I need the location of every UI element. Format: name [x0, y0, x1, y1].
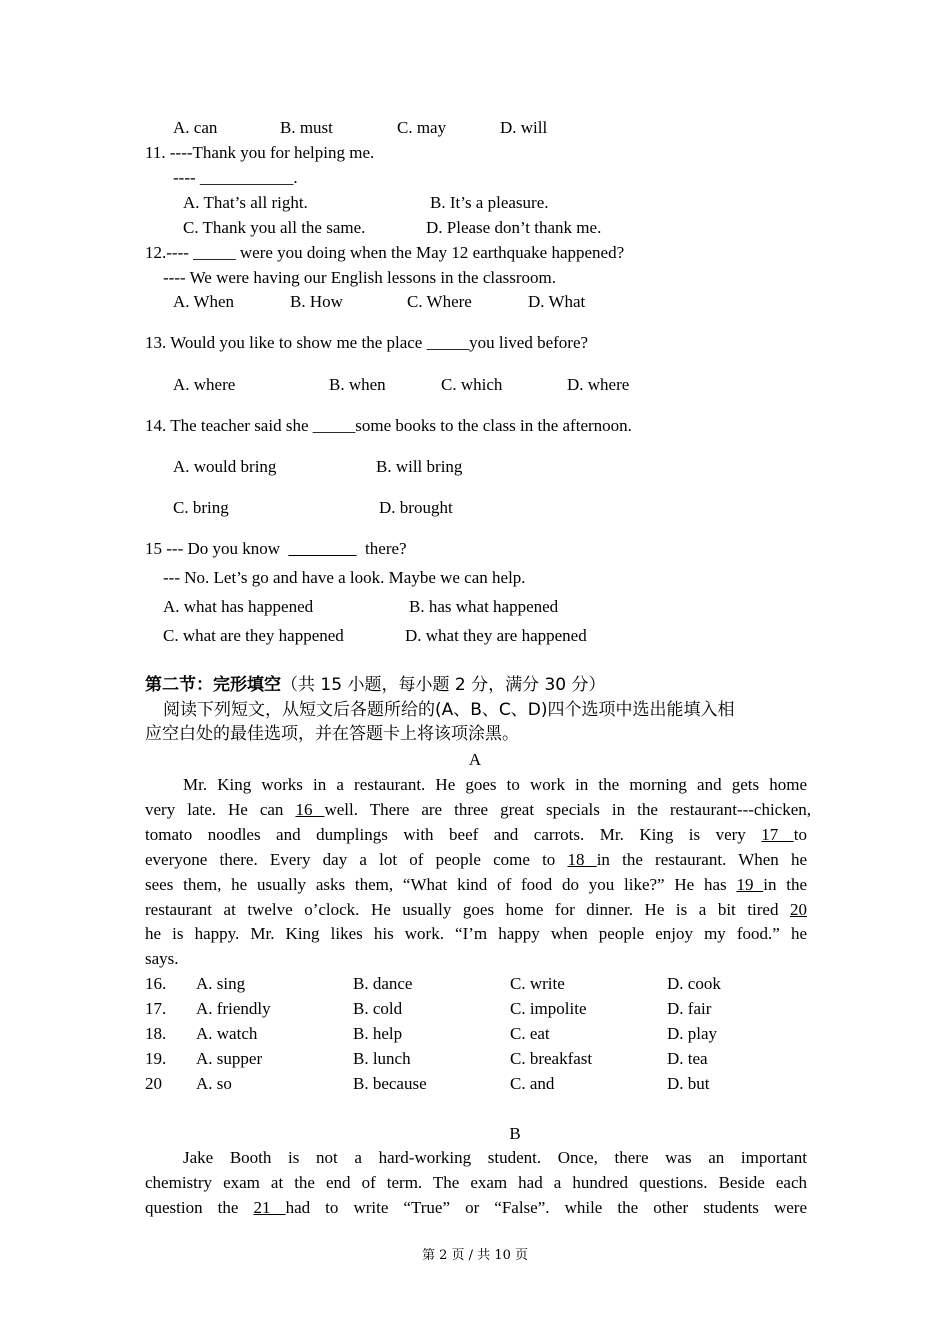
option-row-number: 16. — [145, 974, 167, 993]
q14-stem: 14. The teacher said she _____some books to the class in the afternoon. — [145, 416, 632, 435]
option-c: C. write — [510, 974, 565, 993]
option-c: C. and — [510, 1074, 555, 1093]
passage-a-label: A — [468, 750, 482, 769]
option-row-number: 18. — [145, 1024, 167, 1043]
option-row-number: 20 — [145, 1074, 162, 1093]
q14-option-a: A. would bring — [173, 457, 277, 476]
q15-reply: --- No. Let’s go and have a look. Maybe we can help. — [163, 568, 526, 587]
q13-option-b: B. when — [329, 375, 386, 394]
passage-a-line5: sees them, he usually asks them, “What kind of food do you like?” He has 19 in the — [145, 875, 807, 894]
option-a: A. so — [196, 1074, 232, 1093]
passage-a-line4: everyone there. Every day a lot of people come to 18 in the restaurant. When he — [145, 850, 808, 869]
q12-option-c: C. Where — [407, 292, 472, 311]
blank-17: 17 — [761, 825, 794, 844]
section-instruction-line2: 应空白处的最佳选项，并在答题卡上将该项涂黑。 — [145, 724, 519, 744]
q11-option-c: C. Thank you all the same. — [183, 218, 366, 237]
q10-option-d: D. will — [500, 118, 548, 137]
q10-option-a: A. can — [173, 118, 218, 137]
option-b: B. cold — [353, 999, 403, 1018]
q15-stem: 15 --- Do you know ________ there? — [145, 539, 407, 558]
q14-option-b: B. will bring — [376, 457, 463, 476]
option-d: D. play — [667, 1024, 718, 1043]
q15-option-c: C. what are they happened — [163, 626, 344, 645]
q13-option-d: D. where — [567, 375, 630, 394]
q11-stem: 11. ----Thank you for helping me. — [145, 143, 375, 162]
option-a: A. watch — [196, 1024, 258, 1043]
q12-reply: ---- We were having our English lessons in the classroom. — [163, 268, 557, 287]
passage-b-label: B — [509, 1124, 521, 1143]
blank-19: 19 — [736, 875, 764, 894]
passage-a-line8: says. — [145, 949, 179, 968]
passage-b-line2: chemistry exam at the end of term. The exam had a hundred questions. Beside each — [145, 1173, 807, 1192]
option-d: D. but — [667, 1074, 710, 1093]
passage-a-line7: he is happy. Mr. King likes his work. “I’m happy when people enjoy my food.” he — [145, 924, 807, 943]
q15-option-d: D. what they are happened — [405, 626, 587, 645]
option-d: D. cook — [667, 974, 721, 993]
blank-16: 16 — [295, 800, 325, 819]
q12-option-a: A. When — [173, 292, 235, 311]
q13-option-c: C. which — [441, 375, 503, 394]
q13-stem: 13. Would you like to show me the place _____you lived before? — [145, 333, 589, 352]
q15-option-b: B. has what happened — [409, 597, 559, 616]
q14-option-c: C. bring — [173, 498, 229, 517]
q14-option-d: D. brought — [379, 498, 453, 517]
blank-21: 21 — [253, 1198, 286, 1217]
blank-18: 18 — [567, 850, 597, 869]
passage-a-line1: Mr. King works in a restaurant. He goes to work in the morning and gets home — [183, 775, 807, 794]
passage-b-line1: Jake Booth is not a hard-working student. Once, there was an important — [183, 1148, 807, 1167]
option-d: D. fair — [667, 999, 712, 1018]
q12-option-b: B. How — [290, 292, 343, 311]
section-title: 第二节：完形填空（共 15 小题，每小题 2 分，满分 30 分） — [145, 675, 606, 695]
q11-option-a: A. That’s all right. — [183, 193, 308, 212]
q13-option-a: A. where — [173, 375, 236, 394]
q10-option-c: C. may — [397, 118, 447, 137]
q12-option-d: D. What — [528, 292, 586, 311]
option-row-number: 17. — [145, 999, 167, 1018]
blank-20: 20 — [790, 900, 807, 919]
option-b: B. dance — [353, 974, 413, 993]
option-c: C. eat — [510, 1024, 550, 1043]
option-c: C. impolite — [510, 999, 587, 1018]
option-d: D. tea — [667, 1049, 708, 1068]
option-b: B. lunch — [353, 1049, 411, 1068]
q11-option-d: D. Please don’t thank me. — [426, 218, 602, 237]
q12-stem: 12.---- _____ were you doing when the May 12 earthquake happened? — [145, 243, 625, 262]
option-a: A. friendly — [196, 999, 271, 1018]
q15-option-a: A. what has happened — [163, 597, 314, 616]
page-footer: 第 2 页 / 共 10 页 — [422, 1248, 528, 1263]
q11-reply: ---- ___________. — [173, 168, 298, 187]
q11-option-b: B. It’s a pleasure. — [430, 193, 549, 212]
section-instruction-line1: 阅读下列短文，从短文后各题所给的(A、B、C、D)四个选项中选出能填入相 — [163, 700, 735, 720]
q15-blank: ________ — [288, 539, 357, 558]
q10-option-b: B. must — [280, 118, 333, 137]
passage-a-line6: restaurant at twelve o’clock. He usually goes home for dinner. He is a bit tired 20 — [145, 900, 807, 919]
option-b: B. help — [353, 1024, 403, 1043]
option-row-number: 19. — [145, 1049, 167, 1068]
option-c: C. breakfast — [510, 1049, 593, 1068]
option-a: A. supper — [196, 1049, 263, 1068]
passage-b-line3: question the 21 had to write “True” or “False”. while the other students were — [145, 1198, 808, 1217]
passage-a-line3: tomato noodles and dumplings with beef and carrots. Mr. King is very 17 to — [145, 825, 808, 844]
passage-a-line2: very late. He can 16 well. There are three great specials in the restaurant---chicken, — [145, 800, 812, 819]
option-a: A. sing — [196, 974, 246, 993]
option-b: B. because — [353, 1074, 427, 1093]
